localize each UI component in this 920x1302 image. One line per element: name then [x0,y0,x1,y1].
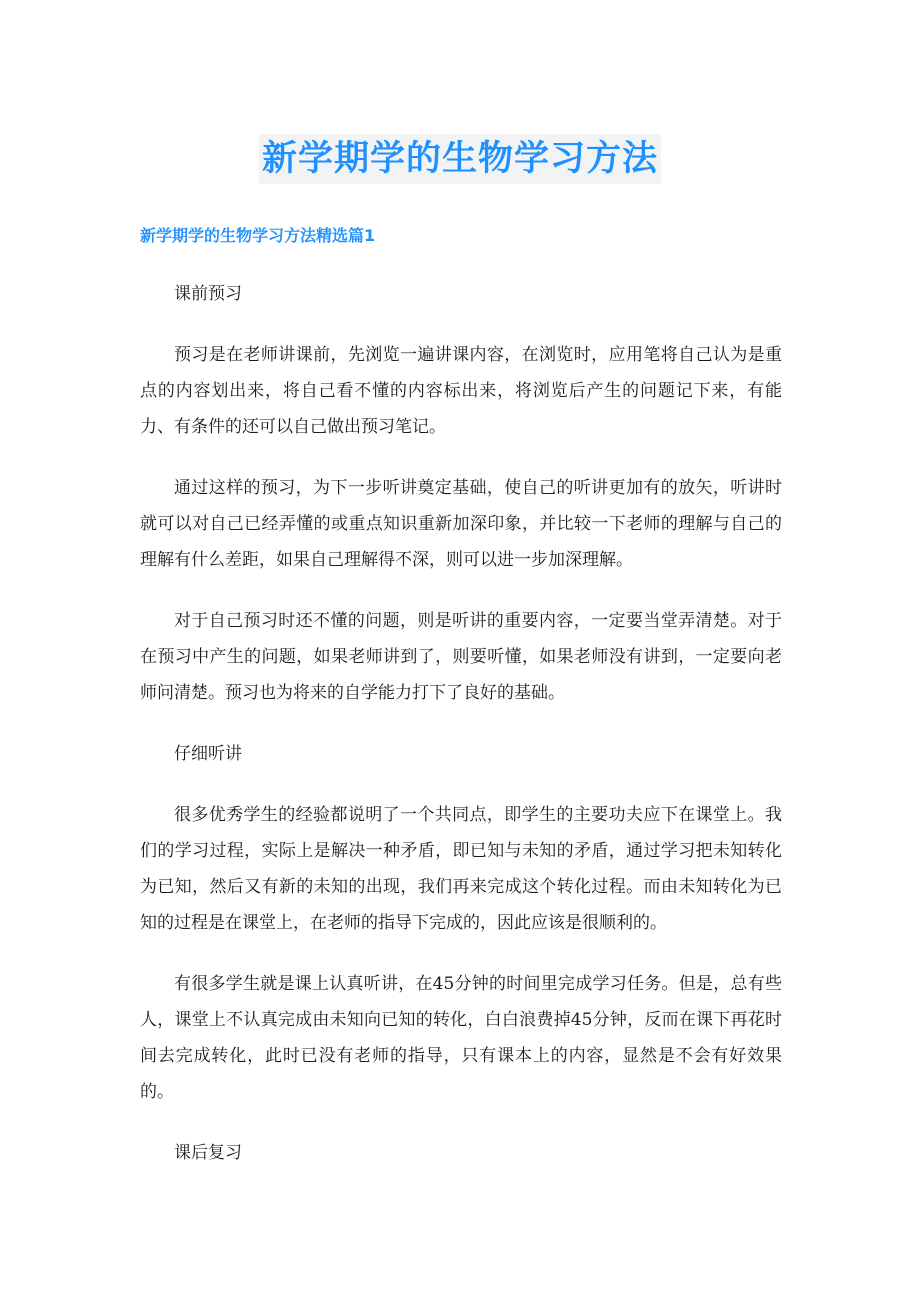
subheading-preview: 课前预习 [174,284,242,304]
subheading-listen: 仔细听讲 [174,744,242,764]
paragraph: 预习是在老师讲课前，先浏览一遍讲课内容，在浏览时，应用笔将自己认为是重点的内容划出来，将自己看不懂的内容标出来，将浏览后产生的问题记下来，有能力、有条件的还可以自己做出预习笔记。 [140,345,782,437]
paragraph: 有很多学生就是课上认真听讲，在45分钟的时间里完成学习任务。但是，总有些人，课堂上不认真完成由未知向已知的转化，白白浪费掉45分钟，反而在课下再花时间去完成转化，此时已没有老师的指导，只有课本上的内容，显然是不会有好效果的。 [140,974,782,1102]
paragraph: 对于自己预习时还不懂的问题，则是听讲的重要内容，一定要当堂弄清楚。对于在预习中产生的问题，如果老师讲到了，则要听懂，如果老师没有讲到，一定要向老师问清楚。预习也为将来的自学能力打下了良好的基础。 [140,611,782,703]
paragraph: 很多优秀学生的经验都说明了一个共同点，即学生的主要功夫应下在课堂上。我们的学习过程，实际上是解决一种矛盾，即已知与未知的矛盾，通过学习把未知转化为已知，然后又有新的未知的出现，我们再来完成这个转化过程。而由未知转化为已知的过程是在课堂上，在老师的指导下完成的，因此应该是很顺利的。 [140,805,782,933]
article-body [140,276,782,1196]
page-title: 新学期学的生物学习方法 [259,134,661,184]
subheading-review: 课后复习 [174,1143,242,1163]
title-container [0,134,920,184]
section-heading: 新学期学的生物学习方法精选篇1 [140,226,376,245]
paragraph: 通过这样的预习，为下一步听讲奠定基础，使自己的听讲更加有的放矢，听讲时就可以对自己已经弄懂的或重点知识重新加深印象，并比较一下老师的理解与自己的理解有什么差距，如果自己理解得不深，则可以进一步加深理解。 [140,478,782,570]
